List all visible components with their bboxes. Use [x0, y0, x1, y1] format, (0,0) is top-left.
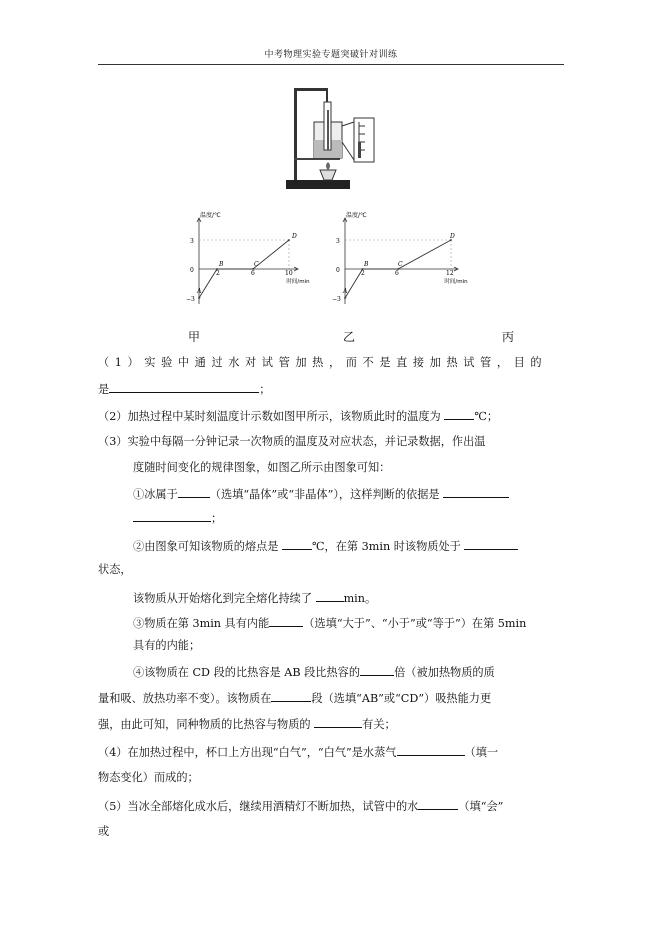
q1-answer-blank[interactable]: [109, 381, 259, 393]
q5-line-1: （5）当冰全部熔化成水后，继续用酒精灯不断加热，试管中的水 （填“会”: [98, 800, 504, 813]
data-point: [344, 297, 346, 299]
x-tick-12: 12: [446, 270, 454, 277]
q3-sub3-line: ③物质在第 3min 具有内能 （选填“大于”、“小于”或“等于”）在第 5min: [133, 617, 527, 630]
q3-segment-blank[interactable]: [271, 690, 311, 702]
graph-yi: [186, 208, 311, 310]
q3-basis-blank-1[interactable]: [443, 486, 509, 498]
q4-phase-change-blank[interactable]: [397, 744, 465, 756]
figure-label-bing: 丙: [502, 330, 515, 344]
q3-basis-blank-2[interactable]: [133, 510, 211, 522]
x-tick-2: 2: [361, 270, 365, 277]
q3-sub4-cont-2: 强，由此可知，同种物质的比热容与物质的 有关；: [98, 718, 396, 731]
x-axis-label: 时间/min: [444, 279, 468, 285]
q3-sub4-cont-1: 量和吸、放热功率不变）。该物质在 段（选填“AB”或“CD”）吸热能力更: [98, 692, 492, 705]
q3-sub2-duration: 该物质从开始熔化到完全熔化持续了 min。: [133, 592, 377, 605]
data-point: [198, 297, 200, 299]
graph-bing: [332, 208, 470, 310]
q3-sub2-line: ②由图象可知该物质的熔点是 ℃，在第 3min 时该物质处于: [133, 538, 518, 555]
q3-ratio-blank[interactable]: [360, 664, 394, 676]
q2-line: （2）加热过程中某时刻温度计示数如图甲所示，该物质此时的温度为 ℃；: [98, 410, 499, 423]
q3-internal-energy-blank[interactable]: [269, 615, 303, 627]
y-tick-3: 3: [336, 238, 340, 245]
y-tick-neg3: −3: [332, 296, 341, 303]
q2-temperature-blank[interactable]: [444, 408, 474, 420]
point-label-d: D: [292, 233, 297, 240]
y-tick-3: 3: [190, 238, 194, 245]
x-axis-label: 时间/min: [286, 279, 310, 285]
point-label-a: A: [197, 288, 202, 295]
point-label-b: B: [364, 261, 369, 268]
point-label-d: D: [450, 233, 455, 240]
point-label-a: A: [343, 288, 348, 295]
q3-sub4-line: ④该物质在 CD 段的比热容是 AB 段比热容的 倍（被加热物质的质: [133, 666, 495, 679]
x-tick-2: 2: [216, 270, 220, 277]
y-tick-neg3: −3: [186, 296, 195, 303]
q4-line-2: 物态变化）而成的；: [98, 771, 199, 784]
q3-line-1: （3）实验中每隔一分钟记录一次物质的温度及对应状态，并记录数据，作出温: [98, 435, 486, 448]
x-tick-6: 6: [395, 270, 399, 277]
q3-crystal-blank[interactable]: [178, 486, 210, 498]
q3-sub1-cont: ；: [133, 510, 222, 527]
y-tick-0: 0: [190, 267, 194, 274]
y-tick-0: 0: [336, 267, 340, 274]
q5-line-2: 或: [98, 825, 110, 838]
q3-line-2: 度随时间变化的规律图象，如图乙所示由图象可知：: [133, 461, 391, 474]
q3-sub1-line: ①冰属于 （选填“晶体”或“非晶体”），这样判断的依据是: [133, 486, 509, 503]
point-label-b: B: [219, 261, 224, 268]
figure-label-jia: 甲: [188, 330, 201, 344]
x-tick-10: 10: [285, 270, 293, 277]
q4-line-1: （4）在加热过程中，杯口上方出现“白气”，“白气”是水蒸气 （填一: [98, 746, 499, 759]
q5-boil-blank[interactable]: [418, 798, 458, 810]
data-point: [288, 239, 290, 241]
q3-sub2-state: 状态，: [98, 563, 132, 576]
x-tick-6: 6: [251, 270, 255, 277]
q3-state-blank[interactable]: [464, 538, 518, 550]
y-axis-label: 温度/℃: [200, 212, 221, 219]
y-axis-label: 温度/℃: [346, 212, 367, 219]
figure-label-yi: 乙: [343, 330, 356, 344]
q3-duration-blank[interactable]: [316, 590, 344, 602]
q3-related-blank[interactable]: [314, 716, 362, 728]
point-label-c: C: [254, 261, 259, 268]
page-header: 中考物理实验专题突破针对训练: [264, 50, 398, 60]
experiment-apparatus-figure: [280, 82, 382, 194]
q1-line-1: （1）实验中通过水对试管加热，而不是直接加热试管，目的: [98, 356, 548, 369]
point-label-c: C: [398, 261, 403, 268]
q3-sub3-cont: 具有的内能；: [133, 639, 201, 652]
q3-melting-point-blank[interactable]: [282, 538, 312, 550]
q1-line-2: 是 ；: [98, 383, 271, 396]
header-rule: [98, 64, 564, 65]
